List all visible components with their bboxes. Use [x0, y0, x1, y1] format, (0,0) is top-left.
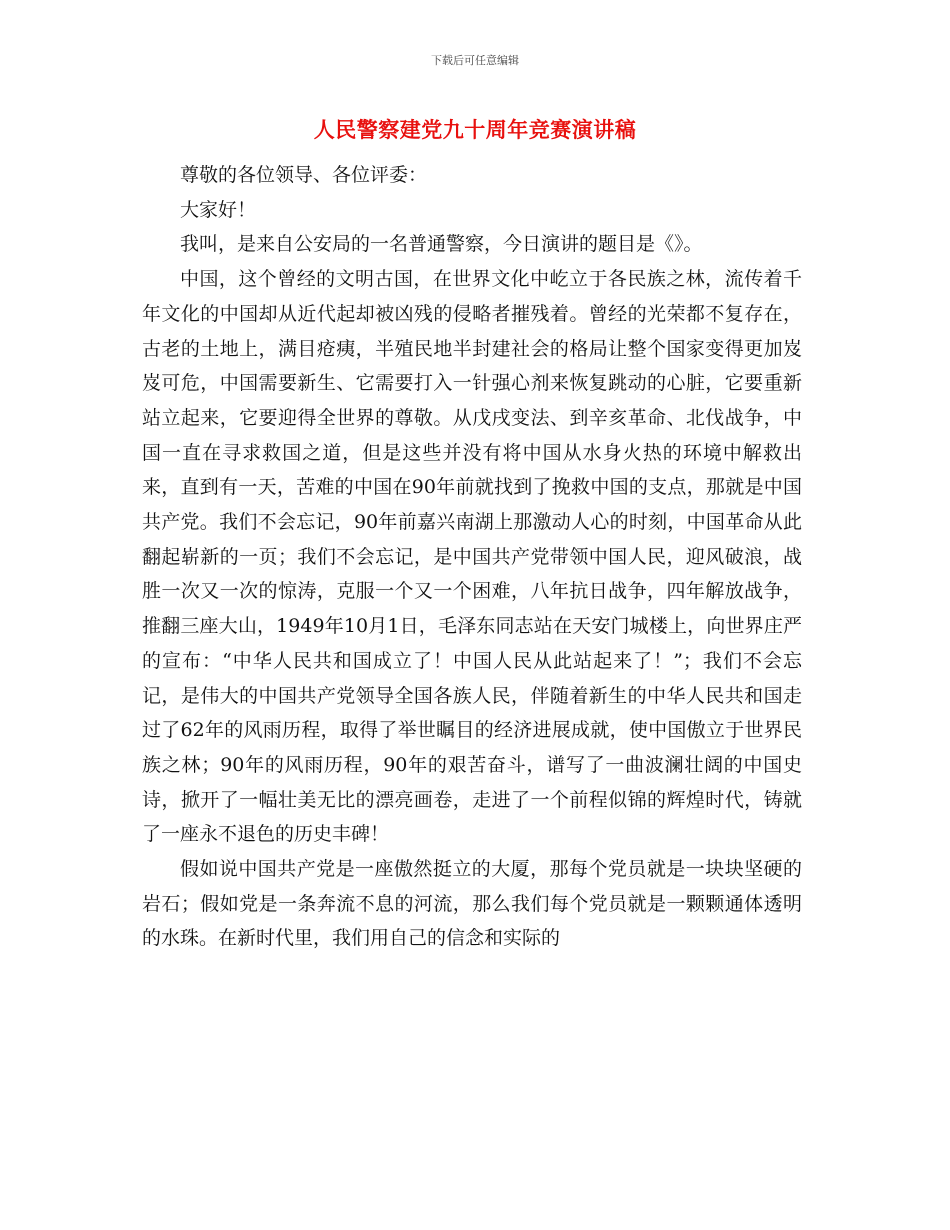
page-header: 下载后可任意编辑	[431, 54, 519, 67]
paragraph-greeting: 大家好！	[180, 198, 257, 221]
paragraph-history: 中国，这个曾经的文明古国，在世界文化中屹立于各民族之林，流传着千年文化的中国却从近代起却被凶残的侵略者摧残着。曾经的光荣都不复存在，古老的土地上，满目疮痍，半殖民地半封建社会的格局让整个国家变得更加岌岌可危，中国需要新生、它需要打入一针强心剂来恢复跳动的心脏，它要重新站立起来，它要迎得全世界的尊敬。从戊戌变法、到辛亥革命、北伐战争，中国一直在寻求救国之道，但是这些并没有将中国从水身火热的环境中解救出来，直到有一天，苦难的中国在90年前就找到了挽救中国的支点，那就是中国共产党。我们不会忘记，90年前嘉兴南湖上那激动人心的时刻，中国革命从此翻起崭新的一页；我们不会忘记，是中国共产党带领中国人民，迎风破浪，战胜一次又一次的惊涛，克服一个又一个困难，八年抗日战争，四年解放战争，推翻三座大山，1949年10月1日，毛泽东同志站在天安门城楼上，向世界庄严的宣布：“中华人民共和国成立了！中国人民从此站起来了！”；我们不会忘记，是伟大的中国共产党领导全国各族人民，伴随着新生的中华人民共和国走过了62年的风雨历程，取得了举世瞩目的经济进展成就，使中国傲立于世界民族之林；90年的风雨历程，90年的艰苦奋斗，谱写了一曲波澜壮阔的中国史诗，掀开了一幅壮美无比的漂亮画卷，走进了一个前程似锦的辉煌时代，铸就了一座永不退色的历史丰碑！	[142, 268, 802, 846]
document-title: 人民警察建党九十周年竞赛演讲稿	[313, 118, 637, 142]
paragraph-intro: 我叫，是来自公安局的一名普通警察，今日演讲的题目是《》。	[180, 233, 703, 256]
paragraph-salutation: 尊敬的各位领导、各位评委：	[180, 164, 428, 186]
document-body	[142, 158, 802, 956]
paragraph-metaphor: 假如说中国共产党是一座傲然挺立的大厦，那每个党员就是一块块坚硬的岩石；假如党是一条奔流不息的河流，那么我们每个党员就是一颗颗通体透明的水珠。在新时代里，我们用自己的信念和实际的	[142, 858, 802, 950]
